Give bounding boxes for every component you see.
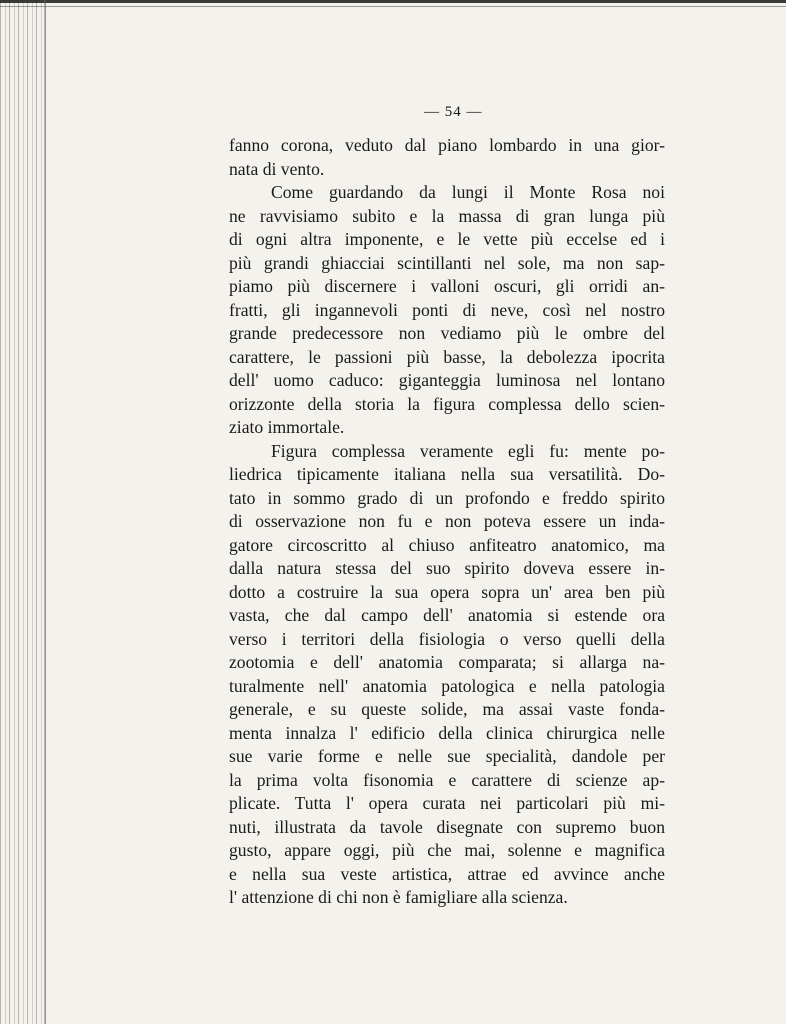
text-line: liedrica tipicamente italiana nella sua versatilità. Do-: [229, 464, 665, 484]
text-line: menta innalza l' edificio della clinica chirurgica nelle: [229, 722, 665, 743]
text-line: fratti, gli ingannevoli ponti di neve, così nel nostro: [229, 299, 665, 320]
text-line: e nella sua veste artistica, attrae ed avvince anche: [229, 863, 665, 884]
text-line: la prima volta fisonomia e carattere di scienze ap-: [229, 769, 665, 790]
text-line: Figura complessa veramente egli fu: mente po-: [271, 440, 665, 461]
binding-shadow: [44, 0, 46, 1024]
text-line: più grandi ghiacciai scintillanti nel sole, ma non sap-: [229, 252, 665, 273]
text-line: ziato immortale.: [229, 417, 345, 437]
body-text: [229, 134, 665, 910]
text-line: di osservazione non fu e non poteva essere un inda-: [229, 511, 665, 531]
text-line: dalla natura stessa del suo spirito doveva essere in-: [229, 558, 665, 578]
text-line: plicate. Tutta l' opera curata nei particolari più mi-: [229, 793, 665, 813]
page-number: — 54 —: [424, 104, 483, 120]
book-binding-edge: [0, 0, 46, 1024]
text-line: dotto a costruire la sua opera sopra un' area ben più: [229, 581, 665, 602]
text-line: l' attenzione di chi non è famigliare alla scienza.: [229, 887, 568, 907]
text-line: verso i territori della fisiologia o verso quelli della: [229, 628, 665, 649]
page-top-rule: [0, 0, 786, 10]
text-line: dell' uomo caduco: giganteggia luminosa nel lontano: [229, 370, 665, 390]
text-line: nuti, illustrata da tavole disegnate con supremo buon: [229, 816, 665, 837]
text-line: nata di vento.: [229, 158, 325, 179]
text-line: tato in sommo grado di un profondo e freddo spirito: [229, 487, 665, 508]
text-line: piamo più discernere i valloni oscuri, gli orridi an-: [229, 276, 665, 296]
text-line: carattere, le passioni più basse, la debolezza ipocrita: [229, 346, 665, 367]
text-line: generale, e su queste solide, ma assai vaste fonda-: [229, 699, 665, 719]
text-line: sue varie forme e nelle sue specialità, dandole per: [229, 746, 665, 766]
text-line: vasta, che dal campo dell' anatomia si estende ora: [229, 605, 665, 625]
text-line: di ogni altra imponente, e le vette più eccelse ed i: [229, 229, 665, 249]
text-line: ne ravvisiamo subito e la massa di gran lunga più: [229, 205, 665, 226]
text-line: gusto, appare oggi, più che mai, solenne e magnifica: [229, 840, 665, 860]
text-line: gatore circoscritto al chiuso anfiteatro anatomico, ma: [229, 534, 665, 555]
text-line: zootomia e dell' anatomia comparata; si allarga na-: [229, 652, 665, 672]
text-line: turalmente nell' anatomia patologica e nella patologia: [229, 675, 665, 696]
text-line: orizzonte della storia la figura complessa dello scien-: [229, 393, 665, 414]
text-line: Come guardando da lungi il Monte Rosa noi: [271, 182, 665, 202]
text-line: fanno corona, veduto dal piano lombardo in una gior-: [229, 135, 665, 155]
text-line: grande predecessore non vediamo più le ombre del: [229, 323, 665, 343]
